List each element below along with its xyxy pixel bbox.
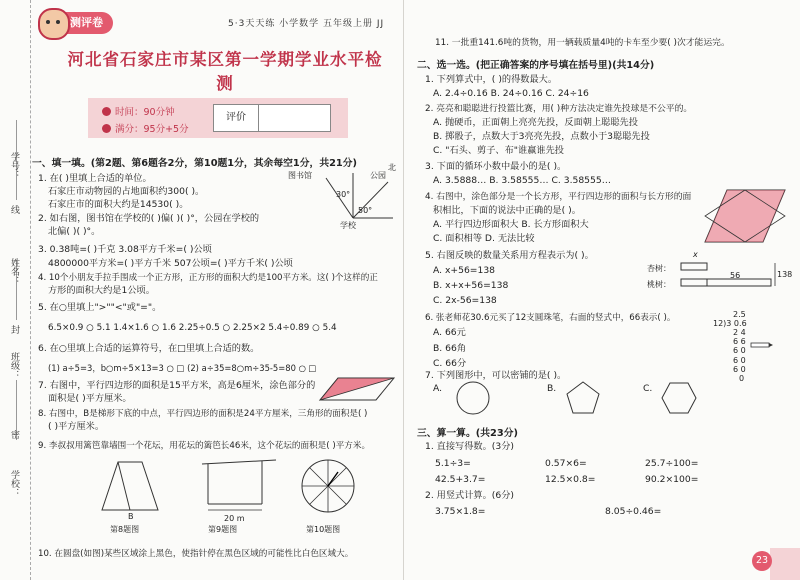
trapezoid-outline	[102, 462, 158, 510]
library-label: 图书馆	[288, 171, 312, 180]
pear-bar-56	[707, 279, 771, 286]
calc-item: 8.05÷0.46=	[605, 506, 662, 517]
question-10: 10. 在圆盘(如图)某些区域涂上黑色，使指针停在黑色区域的可能性比白色区域大。	[38, 549, 354, 559]
question-4b: 方形的面积大约是1公顷。	[48, 285, 155, 296]
bar-56-label: 56	[730, 271, 741, 280]
figure-8-caption: 第8题图	[110, 525, 140, 534]
pentagon-outline	[567, 382, 599, 413]
calc-item: 12.5×0.8=	[545, 474, 596, 485]
hexagon-shape	[661, 380, 697, 416]
choice-q3-options: A. 3.5888… B. 3.58555… C. 3.58555…	[433, 175, 611, 186]
parallelogram-figure	[320, 376, 395, 402]
seal-mark: 封	[9, 325, 19, 334]
evaluation-box[interactable]	[213, 104, 331, 132]
calc-item: 5.1÷3=	[435, 458, 471, 469]
choice-q2-a: A. 抛硬币，正面朝上亮亮先投，反面朝上聪聪先投	[433, 117, 638, 128]
choice-q5: 5. 右图反映的数量关系用方程表示为( )。	[425, 250, 594, 261]
question-5: 5. 在○里填上">""<"或"="。	[38, 302, 162, 313]
school-label: 学校：	[9, 470, 19, 497]
shape-b-label: B.	[547, 383, 557, 394]
page-number: 23	[752, 551, 772, 571]
choice-q6-c: C. 66分	[433, 358, 467, 369]
division-step: 6 0	[733, 346, 746, 355]
angle-50-label: 50°	[358, 206, 373, 215]
section-2-title: 二、选一选。(把正确答案的序号填在括号里)(共14分)	[417, 60, 655, 71]
page-title: 河北省石家庄市某区第一学期学业水平检测	[67, 50, 383, 93]
section-1-title: 一、填一填。(第2题、第6题各2分，第10题1分，其余每空1分，共21分)	[32, 158, 358, 169]
time-row	[102, 104, 175, 118]
circle-shape	[455, 380, 491, 416]
badge-label: 测评卷	[70, 16, 103, 29]
choice-q6-a: A. 66元	[433, 327, 466, 338]
pencil-body	[751, 343, 769, 347]
question-6-items: (1) a÷5=3，b○m÷5×13=3 ○ □ (2) a÷35=8○m÷35-5=80 ○ □	[48, 363, 317, 373]
choice-q7: 7. 下列图形中，可以密铺的是( )。	[425, 370, 567, 381]
spinner-figure	[300, 458, 356, 514]
peach-bar	[681, 263, 707, 270]
pencil-tip	[769, 343, 773, 347]
division-step: 6 0	[733, 356, 746, 365]
calc-item: 25.7÷100=	[645, 458, 699, 469]
right-page	[415, 0, 795, 580]
division-step: 6 6	[733, 337, 746, 346]
question-6: 6. 在○里填上合适的运算符号，在□里填上合适的数。	[38, 343, 260, 354]
student-id-label: 学号：	[9, 152, 19, 179]
bar-x-label: x	[693, 250, 698, 259]
calc-item: 3.75×1.8=	[435, 506, 486, 517]
choice-q6: 6. 张老师花30.6元买了12支圆珠笔，右面的竖式中，66表示( )。	[425, 313, 676, 323]
class-label: 班级：	[9, 352, 19, 379]
figure-9-caption: 第9题图	[208, 525, 238, 534]
fence-figure	[198, 458, 278, 514]
question-3a: 3. 0.38吨=( )千克 3.08平方千米=( )公顷	[38, 244, 212, 255]
calc-q1-title: 1. 直接写得数。(3分)	[425, 441, 515, 452]
school-label: 学校	[340, 221, 356, 230]
hexagon-outline	[662, 383, 696, 413]
choice-q2: 2. 亮亮和聪聪进行投篮比赛，用( )种方法决定谁先投球是不公平的。	[425, 104, 693, 114]
calc-item: 0.57×6=	[545, 458, 587, 469]
calc-item: 42.5+3.7=	[435, 474, 486, 485]
left-page	[32, 0, 398, 580]
page-fold	[403, 0, 404, 580]
peach-label: 杏树：	[647, 264, 671, 273]
secret-mark: 密	[9, 430, 19, 439]
pentagon-shape	[565, 380, 601, 416]
test-badge	[40, 12, 113, 34]
exam-info-box	[88, 98, 348, 138]
choice-q5-b: B. x+x+56=138	[433, 280, 509, 291]
question-7: 7. 右图中，平行四边形的面积是15平方米，高是6厘米，涂色部分的	[38, 380, 316, 391]
question-1a: 石家庄市动物园的占地面积约300( )。	[48, 186, 205, 197]
question-7b: 面积是( )平方厘米。	[48, 393, 132, 404]
calc-q2-title: 2. 用竖式计算。(6分)	[425, 490, 515, 501]
full-score-text: 满分：95分+5分	[115, 124, 189, 135]
choice-q4-cd: C. 面积相等 D. 无法比较	[433, 233, 535, 244]
length-label: 20 m	[224, 514, 245, 523]
choice-q1-options: A. 2.4÷0.16 B. 24÷0.16 C. 24÷16	[433, 88, 589, 99]
series-header: 5·3天天练 小学数学 五年级上册 JJ	[228, 19, 385, 29]
section-3-title: 三、算一算。(共23分)	[417, 428, 518, 439]
question-3b: 4800000平方米=( )平方千米 507公顷=( )平方千米( )公顷	[48, 258, 293, 269]
choice-q3: 3. 下面的循环小数中最小的是( )。	[425, 161, 567, 172]
shaded-region	[705, 190, 785, 242]
question-1: 1. 在( )里填上合适的单位。	[38, 173, 152, 184]
shape-c-label: C.	[643, 383, 653, 394]
question-8b: ( )平方厘米。	[48, 421, 105, 432]
bar-138-label: 138	[777, 270, 793, 279]
line-mark: 线	[9, 205, 19, 214]
question-8: 8. 右图中，B是梯形下底的中点，平行四边形的面积是24平方厘米，三角形的面积是( )	[38, 409, 368, 419]
corner-decoration	[770, 548, 800, 580]
question-4: 4. 10个小朋友手拉手围成一个正方形，正方形的面积大约是100平方米。这( )个这样的正	[38, 273, 378, 283]
score-row	[102, 121, 189, 135]
question-9: 9. 李叔叔用篱笆靠墙围一个花坛，用花坛的篱笆长46米，这个花坛的面积是( )平方米。	[38, 441, 371, 451]
pencil-icon	[751, 342, 773, 348]
check-icon	[102, 124, 111, 133]
choice-q2-b: B. 掷骰子，点数大于3亮亮先投，点数小于3聪聪先投	[433, 131, 650, 142]
angle-30-label: 30°	[336, 190, 351, 199]
spinner-pointer	[328, 472, 338, 486]
inner-line	[118, 462, 130, 510]
question-11: 11. 一批重141.6吨的货物，用一辆载质量4吨的卡车至少要( )次才能运完。	[435, 38, 730, 48]
wall-line	[202, 460, 276, 464]
question-2: 2. 如右图，图书馆在学校的( )偏( )( )°，公园在学校的	[38, 213, 260, 224]
question-2b: 北偏( )( )°。	[48, 226, 101, 237]
trapezoid-figure	[100, 460, 160, 512]
division-quotient: 2.5	[733, 310, 746, 319]
division-dividend: 12)3 0.6	[713, 319, 747, 328]
figure-10-caption: 第10题图	[306, 525, 341, 534]
choice-q4: 4. 右图中，涂色部分是一个长方形，平行四边形的面积与长方形的面	[425, 192, 692, 202]
shape-a-label: A.	[433, 383, 443, 394]
park-label: 公园	[370, 171, 386, 180]
choice-q6-b: B. 66角	[433, 343, 467, 354]
choice-q5-a: A. x+56=138	[433, 265, 496, 276]
shaded-triangle	[320, 378, 394, 400]
division-remainder: 0	[739, 374, 745, 383]
binding-gutter	[0, 0, 31, 580]
name-label: 姓名：	[9, 258, 19, 285]
calc-item: 90.2×100=	[645, 474, 699, 485]
choice-q1: 1. 下列算式中，( )的得数最大。	[425, 74, 558, 85]
clock-icon	[102, 107, 111, 116]
circle-outline	[457, 382, 489, 414]
division-step: 6 0	[733, 365, 746, 374]
pear-bar-x	[681, 279, 707, 286]
mascot-icon	[38, 8, 70, 40]
north-label: 北	[388, 163, 396, 172]
point-b-label: B	[128, 512, 134, 521]
pear-label: 桃树：	[647, 280, 671, 289]
choice-q2-c: C. "石头、剪子、布"谁赢谁先投	[433, 145, 564, 156]
time-text: 时间：90分钟	[115, 107, 175, 118]
question-1b: 石家庄市的面积大约是14530( )。	[48, 199, 189, 210]
question-5-items: 6.5×0.9 ○ 5.1 1.4×1.6 ○ 1.6 2.25÷0.5 ○ 2.25×2 5.4÷0.89 ○ 5.4	[48, 323, 337, 333]
evaluation-label: 评价	[214, 105, 259, 131]
choice-q5-c: C. 2x-56=138	[433, 295, 497, 306]
choice-q4-ab: A. 平行四边形面积大 B. 长方形面积大	[433, 219, 589, 230]
choice-q4b: 积相比，下面的说法中正确的是( )。	[433, 205, 581, 216]
rectangle-in-parallelogram-figure	[705, 188, 787, 244]
division-step: 2 4	[733, 328, 746, 337]
